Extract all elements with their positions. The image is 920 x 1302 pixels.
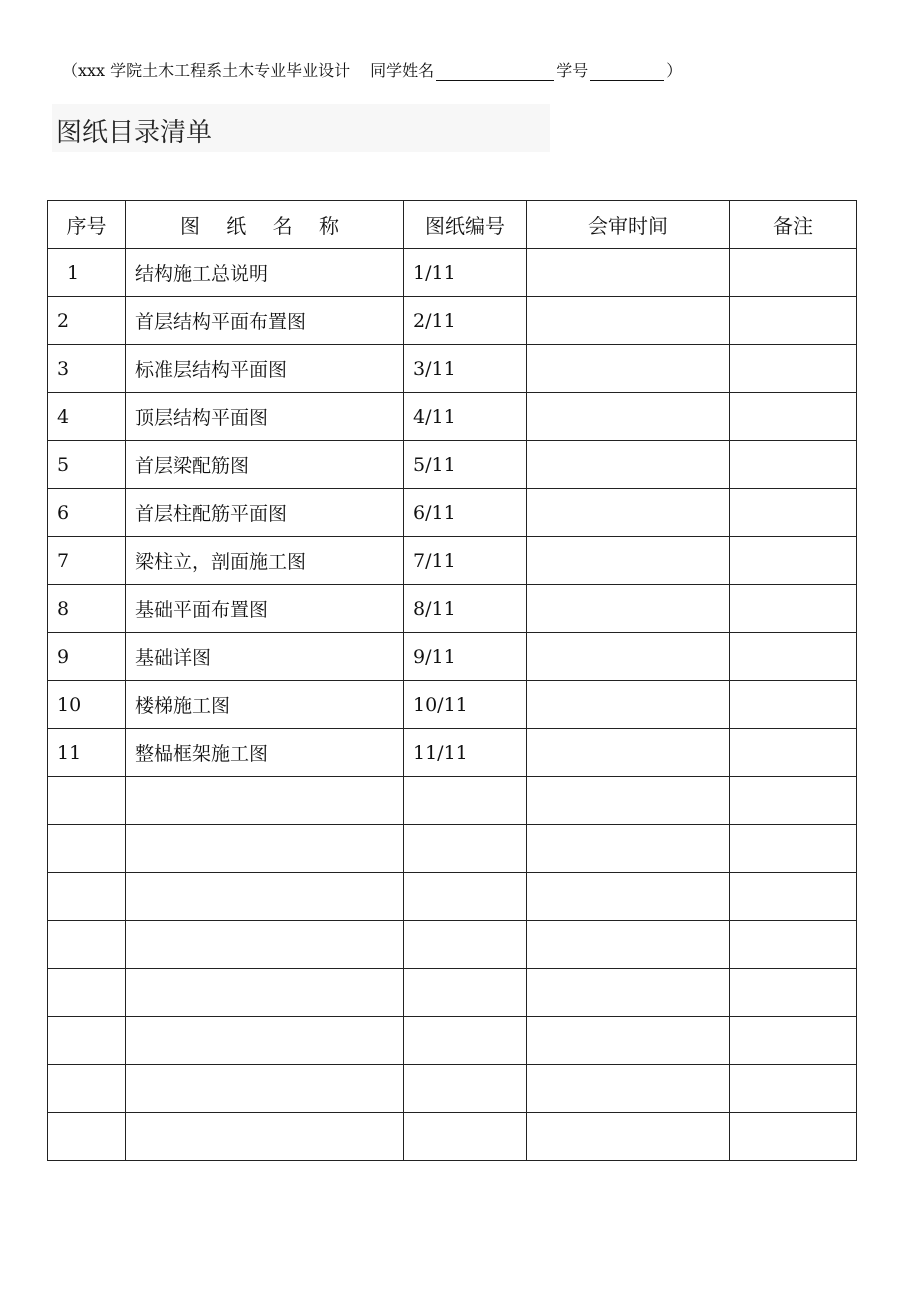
- cell-drawing-name: 梁柱立，剖面施工图: [126, 537, 404, 585]
- cell-drawing-name: 标准层结构平面图: [126, 345, 404, 393]
- cell-note: [730, 489, 857, 537]
- cell-drawing-name: [126, 1065, 404, 1113]
- cell-note: [730, 1017, 857, 1065]
- cell-seq: 3: [48, 345, 126, 393]
- table-row: [48, 873, 857, 921]
- cell-note: [730, 681, 857, 729]
- cell-drawing-name: 整榀框架施工图: [126, 729, 404, 777]
- cell-review-date: [527, 1113, 730, 1161]
- cell-note: [730, 297, 857, 345]
- cell-drawing-code: [404, 969, 527, 1017]
- table-row: [48, 489, 857, 537]
- cell-seq: [48, 1017, 126, 1065]
- cell-seq: [48, 777, 126, 825]
- cell-drawing-code: [404, 825, 527, 873]
- cell-seq: 4: [48, 393, 126, 441]
- cell-drawing-code: 11/11: [404, 729, 527, 777]
- cell-seq: 7: [48, 537, 126, 585]
- cell-drawing-name: [126, 873, 404, 921]
- cell-seq: [48, 825, 126, 873]
- cell-review-date: [527, 441, 730, 489]
- table-row: [48, 1017, 857, 1065]
- cell-note: [730, 585, 857, 633]
- cell-review-date: [527, 537, 730, 585]
- column-header-note: 备注: [730, 201, 857, 249]
- cell-note: [730, 393, 857, 441]
- cell-drawing-code: 6/11: [404, 489, 527, 537]
- cell-drawing-code: 7/11: [404, 537, 527, 585]
- title-banner: [52, 104, 550, 152]
- cell-seq: 10: [48, 681, 126, 729]
- cell-note: [730, 969, 857, 1017]
- cell-review-date: [527, 825, 730, 873]
- cell-note: [730, 633, 857, 681]
- table-row: [48, 681, 857, 729]
- cell-note: [730, 777, 857, 825]
- cell-review-date: [527, 633, 730, 681]
- cell-drawing-code: [404, 921, 527, 969]
- table-row: [48, 1065, 857, 1113]
- cell-review-date: [527, 585, 730, 633]
- cell-seq: [48, 1065, 126, 1113]
- cell-drawing-name: [126, 921, 404, 969]
- cell-review-date: [527, 921, 730, 969]
- table-row: [48, 921, 857, 969]
- cell-drawing-code: 3/11: [404, 345, 527, 393]
- cell-drawing-name: 顶层结构平面图: [126, 393, 404, 441]
- cell-drawing-code: [404, 1017, 527, 1065]
- cell-review-date: [527, 777, 730, 825]
- column-header-code: 图纸编号: [404, 201, 527, 249]
- cell-note: [730, 537, 857, 585]
- cell-drawing-code: [404, 1065, 527, 1113]
- cell-drawing-code: [404, 777, 527, 825]
- cell-drawing-code: 8/11: [404, 585, 527, 633]
- table-row: [48, 729, 857, 777]
- table-body: [48, 249, 857, 1161]
- cell-review-date: [527, 393, 730, 441]
- table-row: [48, 1113, 857, 1161]
- table-header-row: [48, 201, 857, 249]
- cell-seq: 8: [48, 585, 126, 633]
- cell-review-date: [527, 729, 730, 777]
- column-header-review-date: 会审时间: [527, 201, 730, 249]
- table-row: [48, 585, 857, 633]
- cell-drawing-code: 5/11: [404, 441, 527, 489]
- cell-note: [730, 1113, 857, 1161]
- table-row: [48, 297, 857, 345]
- header-suffix: ）: [666, 61, 683, 80]
- cell-drawing-name: [126, 1017, 404, 1065]
- cell-drawing-name: 楼梯施工图: [126, 681, 404, 729]
- cell-drawing-code: 9/11: [404, 633, 527, 681]
- cell-note: [730, 729, 857, 777]
- cell-drawing-code: 4/11: [404, 393, 527, 441]
- table-row: [48, 393, 857, 441]
- column-header-seq: 序号: [48, 201, 126, 249]
- cell-drawing-name: [126, 1113, 404, 1161]
- cell-seq: [48, 921, 126, 969]
- cell-drawing-code: 1/11: [404, 249, 527, 297]
- cell-review-date: [527, 297, 730, 345]
- cell-review-date: [527, 681, 730, 729]
- cell-seq: [48, 969, 126, 1017]
- cell-seq: 2: [48, 297, 126, 345]
- cell-seq: [48, 1113, 126, 1161]
- cell-note: [730, 825, 857, 873]
- cell-drawing-name: 结构施工总说明: [126, 249, 404, 297]
- table-row: [48, 537, 857, 585]
- cell-review-date: [527, 345, 730, 393]
- table-row: [48, 825, 857, 873]
- table-row: [48, 441, 857, 489]
- table-row: [48, 345, 857, 393]
- table-row: [48, 777, 857, 825]
- student-id-label: 学号: [556, 61, 589, 80]
- cell-note: [730, 873, 857, 921]
- cell-drawing-name: 基础详图: [126, 633, 404, 681]
- cell-drawing-name: [126, 825, 404, 873]
- cell-note: [730, 1065, 857, 1113]
- cell-seq: 5: [48, 441, 126, 489]
- student-name-label: 同学姓名: [370, 61, 435, 80]
- cell-drawing-name: 基础平面布置图: [126, 585, 404, 633]
- table-row: [48, 969, 857, 1017]
- cell-note: [730, 345, 857, 393]
- cell-drawing-code: [404, 873, 527, 921]
- cell-seq: [48, 873, 126, 921]
- header-prefix: （xxx 学院土木工程系土木专业毕业设计: [62, 61, 351, 80]
- cell-note: [730, 249, 857, 297]
- student-id-field[interactable]: [590, 62, 664, 81]
- student-name-field[interactable]: [436, 62, 554, 81]
- cell-seq: 1: [48, 249, 126, 297]
- drawing-catalog-table: [47, 200, 857, 1161]
- cell-drawing-name: [126, 777, 404, 825]
- cell-review-date: [527, 489, 730, 537]
- cell-review-date: [527, 873, 730, 921]
- table-row: [48, 249, 857, 297]
- cell-drawing-code: [404, 1113, 527, 1161]
- document-header: [62, 58, 682, 81]
- page-title: 图纸目录清单: [56, 118, 213, 148]
- cell-review-date: [527, 1065, 730, 1113]
- cell-seq: 11: [48, 729, 126, 777]
- cell-note: [730, 921, 857, 969]
- cell-drawing-name: [126, 969, 404, 1017]
- cell-drawing-code: 10/11: [404, 681, 527, 729]
- cell-seq: 6: [48, 489, 126, 537]
- cell-seq: 9: [48, 633, 126, 681]
- cell-drawing-name: 首层结构平面布置图: [126, 297, 404, 345]
- cell-review-date: [527, 1017, 730, 1065]
- cell-drawing-code: 2/11: [404, 297, 527, 345]
- cell-review-date: [527, 969, 730, 1017]
- cell-note: [730, 441, 857, 489]
- cell-drawing-name: 首层柱配筋平面图: [126, 489, 404, 537]
- table-row: [48, 633, 857, 681]
- cell-drawing-name: 首层梁配筋图: [126, 441, 404, 489]
- column-header-name: 图 纸 名 称: [126, 201, 404, 249]
- cell-review-date: [527, 249, 730, 297]
